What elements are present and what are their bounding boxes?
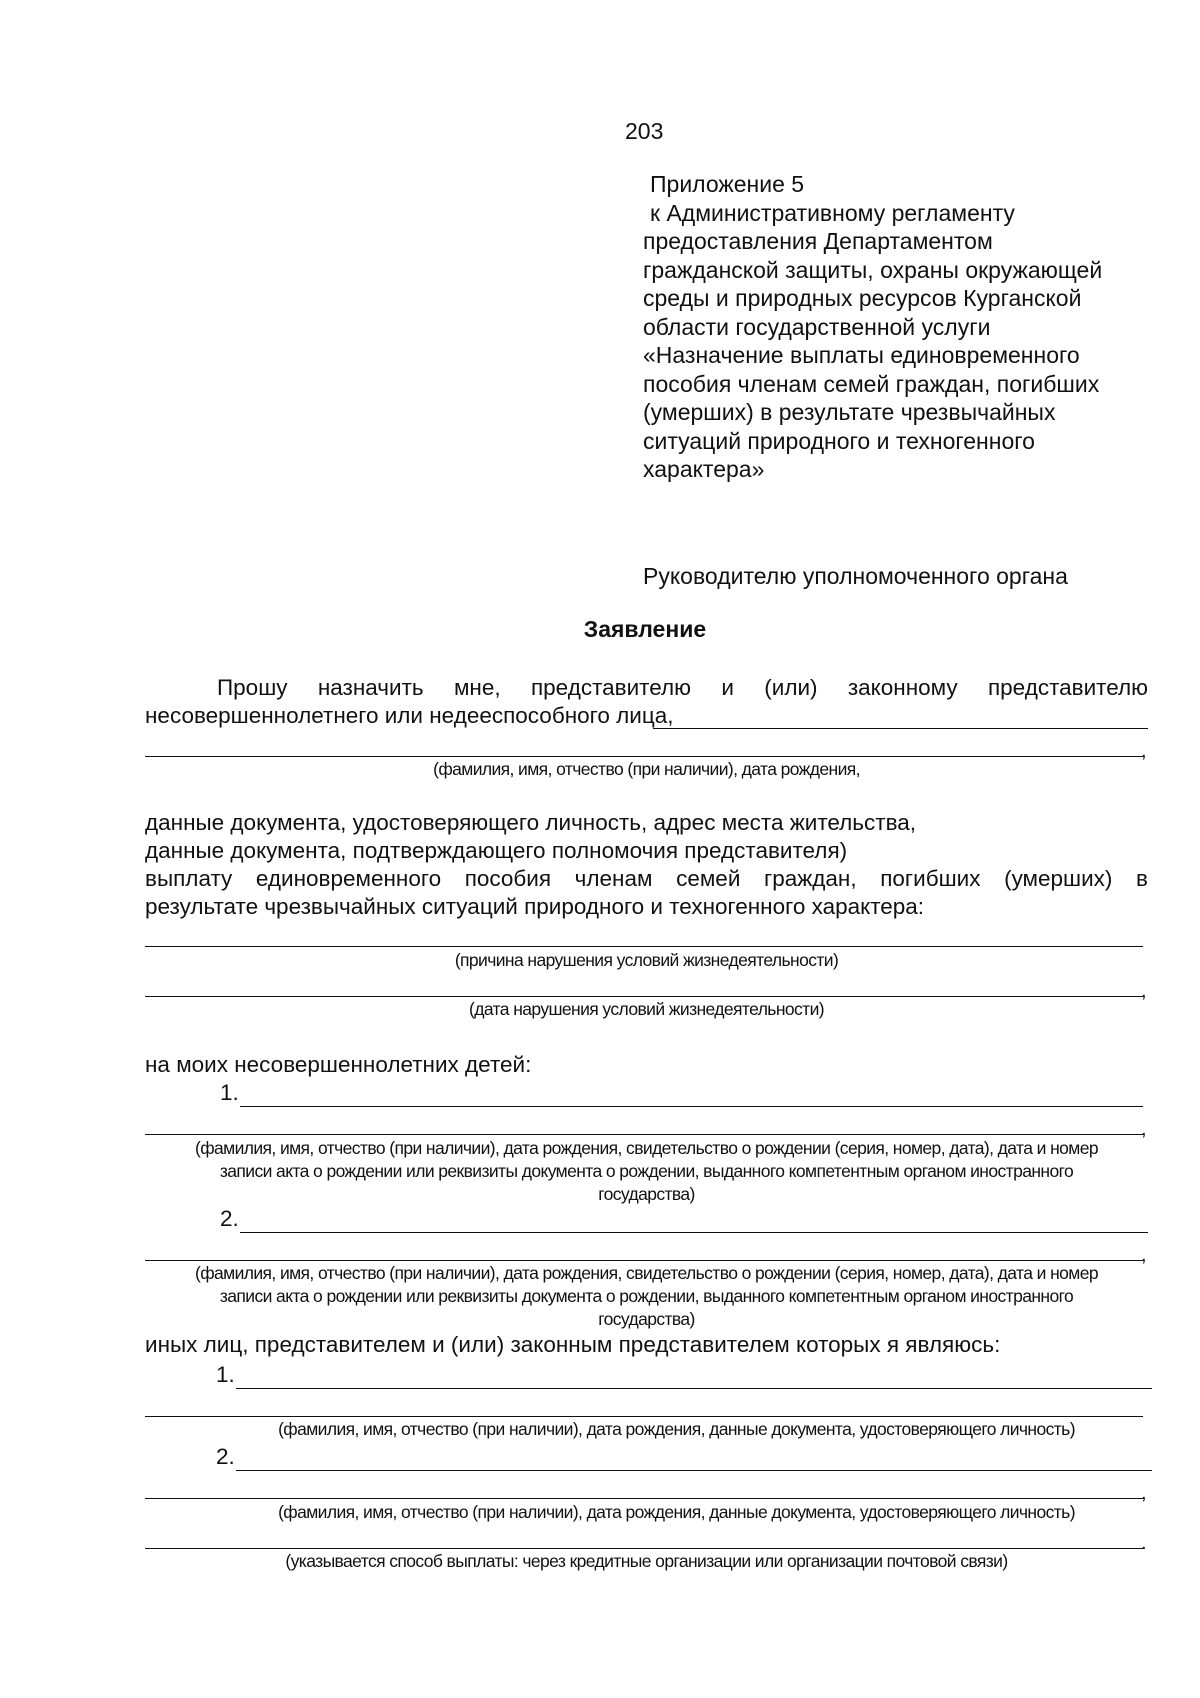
benefit-line-2: результате чрезвычайных ситуаций природного и техногенного характера: <box>145 894 925 919</box>
comma-mark: , <box>1141 740 1147 762</box>
blank-child-2-line-1[interactable] <box>240 1232 1148 1233</box>
appendix-line: характера» <box>643 456 765 482</box>
children-heading: на моих несовершеннолетних детей: <box>145 1052 532 1077</box>
caption-line: государства) <box>598 1184 695 1204</box>
appendix-line: ситуаций природного и техногенного <box>643 427 1035 454</box>
doc-line-2: данные документа, подтверждающего полномочия представителя) <box>145 838 848 863</box>
blank-other-2-line-1[interactable] <box>236 1470 1152 1471</box>
caption-other-2: (фамилия, имя, отчество (при наличии), дата рождения, данные документа, удостоверяющего личность) <box>278 1502 1075 1522</box>
others-heading: иных лиц, представителем и (или) законным представителем которых я являюсь: <box>145 1332 1001 1357</box>
comma-mark: , <box>1141 1244 1147 1266</box>
addressee: Руководителю уполномоченного органа <box>643 563 1068 589</box>
blank-payment-line[interactable] <box>145 1548 1143 1549</box>
other-2-number: 2. <box>216 1444 235 1469</box>
caption-line: записи акта о рождении или реквизиты документа о рождении, выданного компетентным органом иностранного <box>219 1286 1074 1306</box>
blank-other-2-line-2[interactable] <box>145 1498 1143 1499</box>
caption-person: (фамилия, имя, отчество (при наличии), дата рождения, <box>433 759 860 779</box>
comma-mark: , <box>1141 1482 1147 1504</box>
caption-payment: (указывается способ выплаты: через кредитные организации или организации почтовой связи) <box>285 1551 1008 1571</box>
caption-child-2 <box>145 1262 1148 1331</box>
request-line-1: Прошу назначить мне, представителю и (или) законному представителю <box>217 675 1148 700</box>
blank-other-1-line-2[interactable] <box>145 1416 1143 1417</box>
caption-date: (дата нарушения условий жизнедеятельности) <box>469 999 824 1019</box>
caption-line: записи акта о рождении или реквизиты документа о рождении, выданного компетентным органом иностранного <box>219 1161 1074 1181</box>
other-1-number: 1. <box>216 1362 235 1387</box>
page-number: 203 <box>625 118 664 144</box>
period-mark: . <box>1141 1532 1147 1554</box>
appendix-line: области государственной услуги <box>643 313 991 340</box>
caption-other-1: (фамилия, имя, отчество (при наличии), дата рождения, данные документа, удостоверяющего личность) <box>278 1419 1075 1439</box>
appendix-line: среды и природных ресурсов Курганской <box>643 285 1082 311</box>
appendix-line: предоставления Департаментом <box>643 228 993 254</box>
request-line-2: несовершеннолетнего или недееспособного лица, <box>145 703 674 728</box>
caption-line: (фамилия, имя, отчество (при наличии), дата рождения, свидетельство о рождении (серия, номер, дата), дата и номер <box>195 1263 1098 1283</box>
appendix-line: пособия членам семей граждан, погибших <box>643 370 1100 397</box>
child-2-number: 2. <box>220 1206 239 1231</box>
caption-reason: (причина нарушения условий жизнедеятельности) <box>454 950 839 970</box>
appendix-block <box>643 170 1163 484</box>
blank-applicant-line-1[interactable] <box>653 728 1148 729</box>
blank-date-line[interactable] <box>145 996 1143 997</box>
caption-line: государства) <box>598 1309 695 1329</box>
doc-line-1: данные документа, удостоверяющего личность, адрес места жительства, <box>145 810 917 835</box>
blank-child-1-line-2[interactable] <box>145 1134 1143 1135</box>
caption-line: (фамилия, имя, отчество (при наличии), дата рождения, свидетельство о рождении (серия, номер, дата), дата и номер <box>195 1138 1098 1158</box>
benefit-line-1: выплату единовременного пособия членам семей граждан, погибших (умерших) в <box>145 866 1148 891</box>
blank-reason-line[interactable] <box>145 946 1143 947</box>
child-1-number: 1. <box>220 1080 239 1105</box>
appendix-line: (умерших) в результате чрезвычайных <box>643 399 1056 425</box>
caption-child-1 <box>145 1137 1148 1206</box>
appendix-line: гражданской защиты, охраны окружающей <box>643 256 1103 283</box>
appendix-line: Приложение 5 <box>650 171 805 197</box>
appendix-line: «Назначение выплаты единовременного <box>643 342 1080 368</box>
blank-child-2-line-2[interactable] <box>145 1260 1143 1261</box>
appendix-line: к Административному регламенту <box>650 199 1015 226</box>
comma-mark: , <box>1141 980 1147 1002</box>
blank-child-1-line-1[interactable] <box>240 1106 1143 1107</box>
blank-other-1-line-1[interactable] <box>236 1388 1152 1389</box>
blank-applicant-line-2[interactable] <box>145 756 1143 757</box>
document-title: Заявление <box>583 616 707 642</box>
comma-mark: , <box>1141 1118 1147 1140</box>
